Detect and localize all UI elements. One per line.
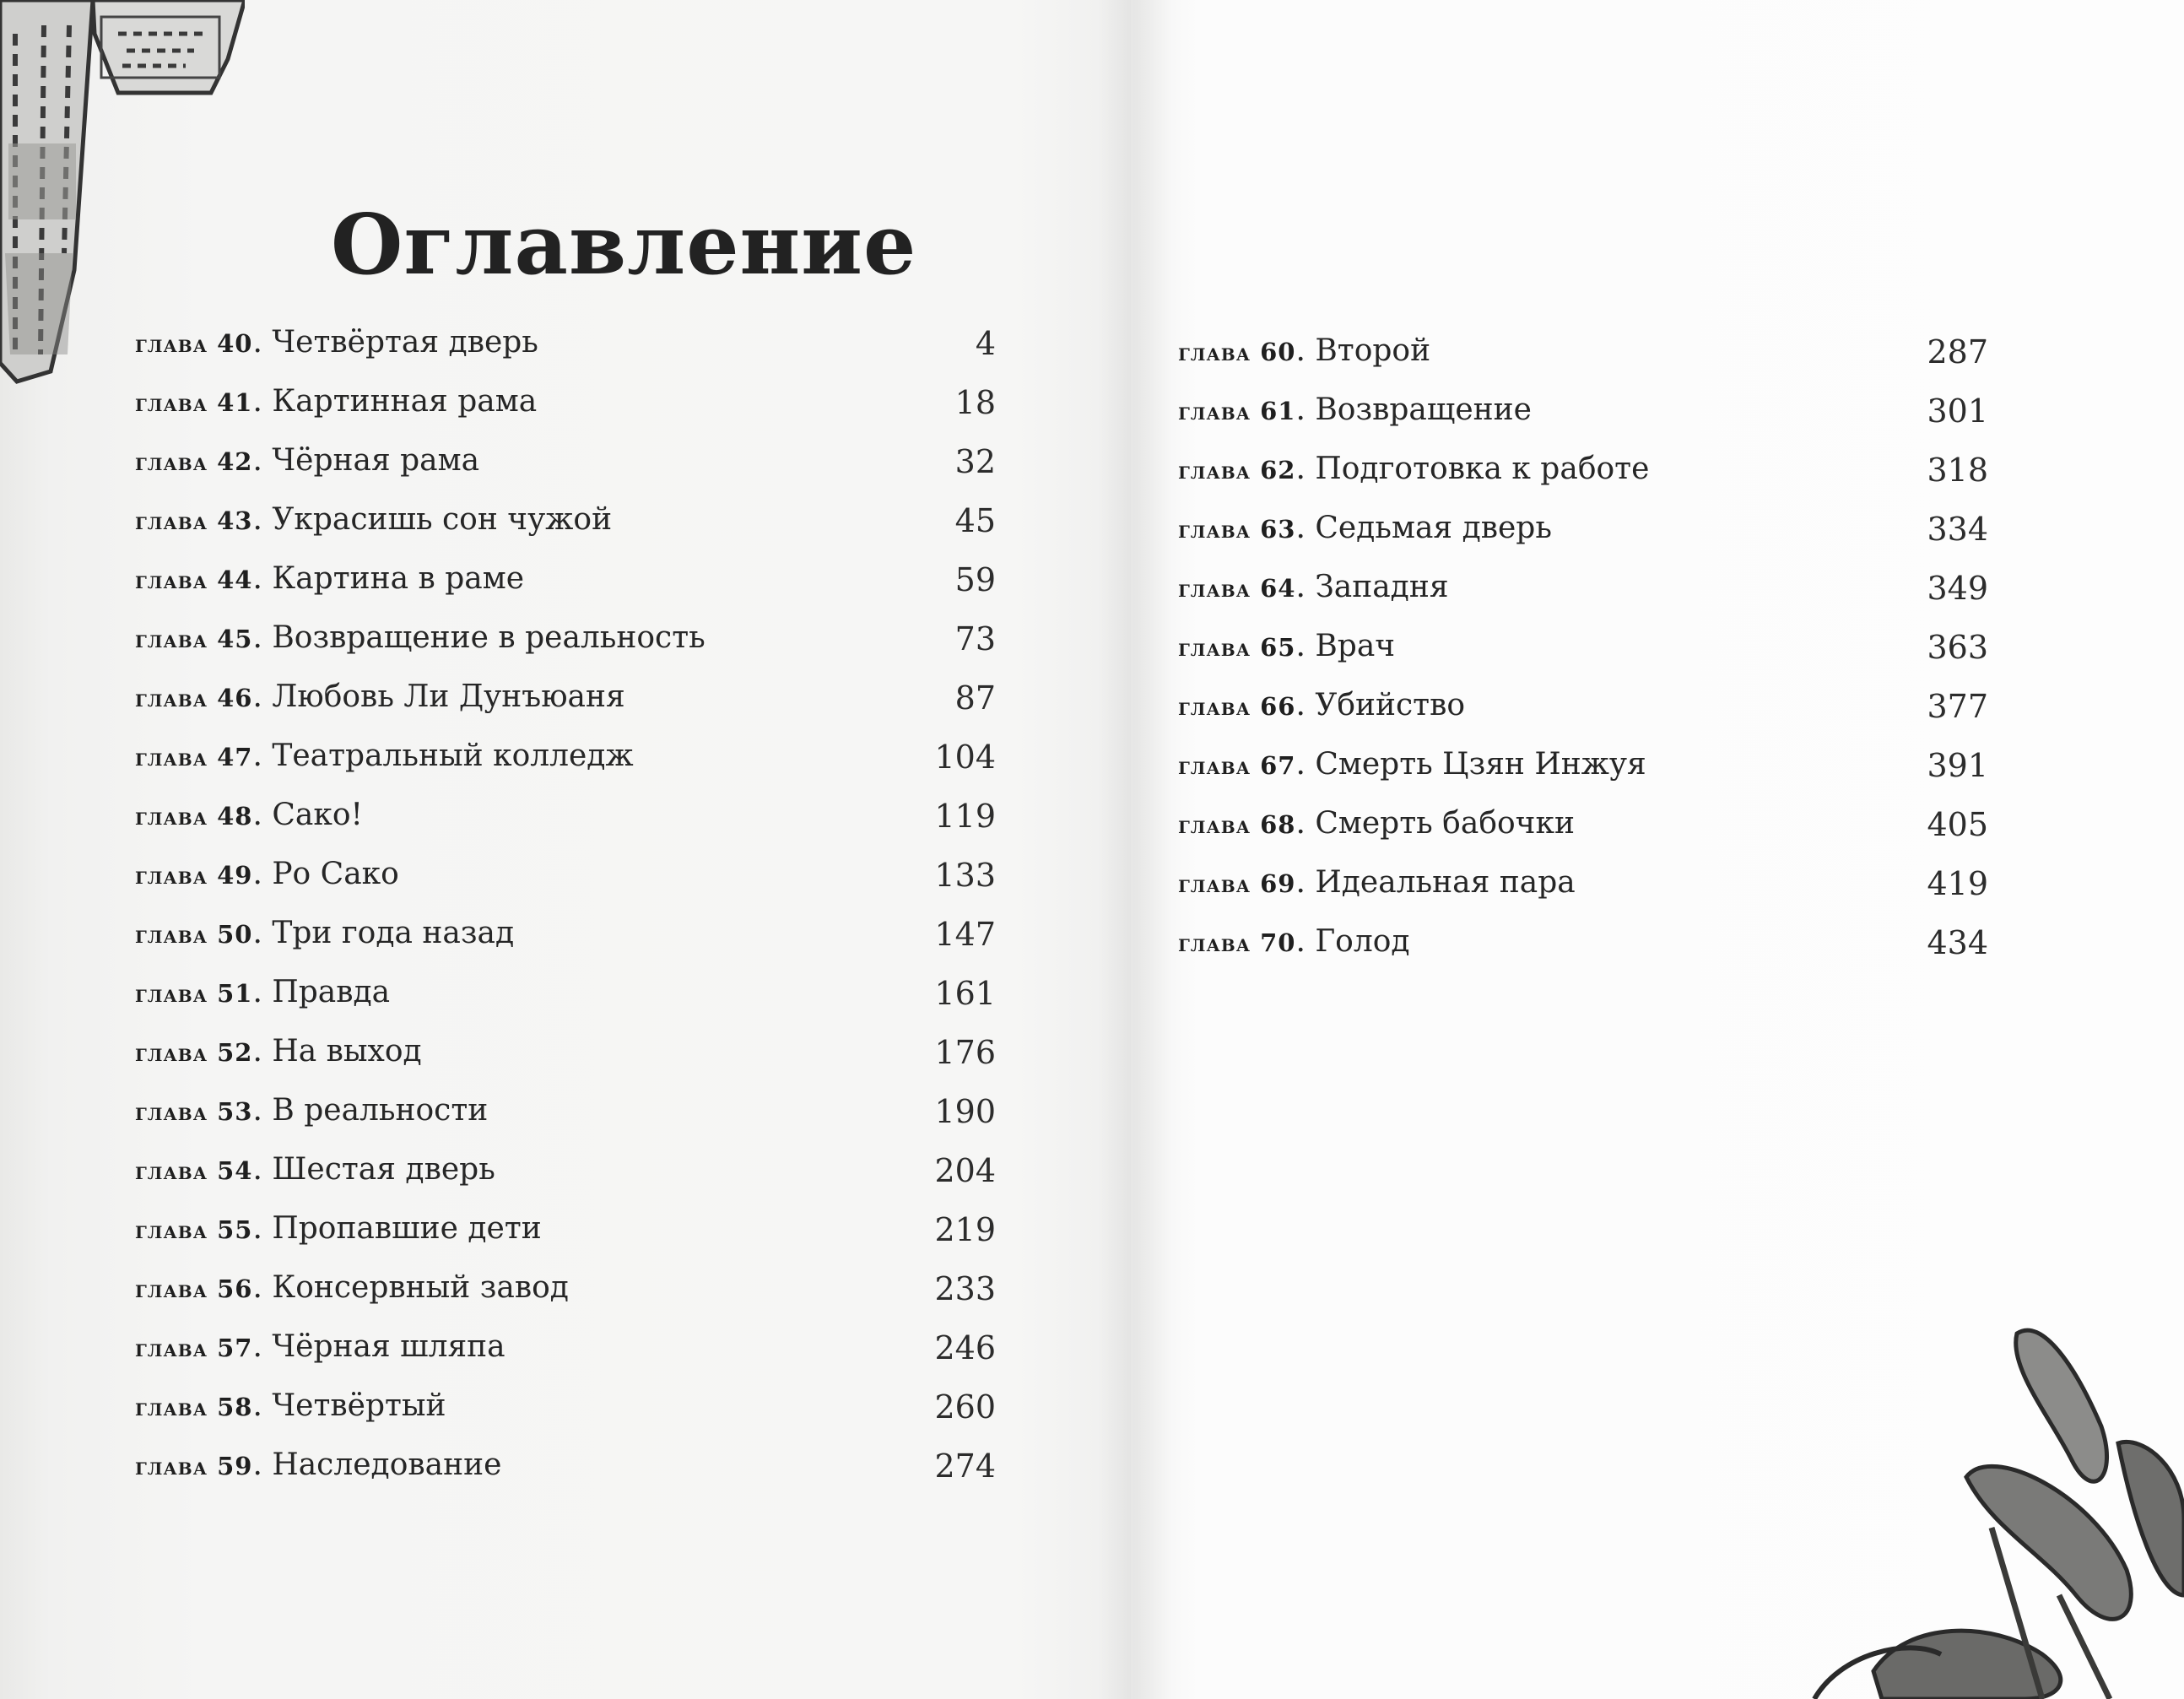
chapter-label: глава 43 xyxy=(135,506,253,535)
chapter-title: На выход xyxy=(272,1034,422,1069)
page-number: 161 xyxy=(934,975,996,1012)
page-number: 18 xyxy=(954,384,996,421)
page-number: 349 xyxy=(1927,570,1988,607)
chapter-title: Ро Сако xyxy=(272,857,399,891)
toc-entry: глава 64. Западня xyxy=(1178,570,1449,604)
toc-row[interactable] xyxy=(1178,668,1988,728)
page-number: 133 xyxy=(934,857,996,894)
chapter-label: глава 61 xyxy=(1178,397,1296,425)
toc-row[interactable] xyxy=(135,365,996,424)
toc-row[interactable] xyxy=(135,660,996,719)
chapter-label: глава 57 xyxy=(135,1334,253,1362)
page-number: 32 xyxy=(954,443,996,480)
page-number: 260 xyxy=(934,1388,996,1426)
page-number: 73 xyxy=(954,620,996,657)
toc-row[interactable] xyxy=(1178,314,1988,373)
toc-row[interactable] xyxy=(135,542,996,601)
toc-row[interactable] xyxy=(135,955,996,1015)
chapter-title: Возвращение xyxy=(1315,392,1532,427)
chapter-label: глава 70 xyxy=(1178,928,1296,957)
chapter-title: Театральный колледж xyxy=(272,739,634,773)
toc-entry: глава 51. Правда xyxy=(135,975,391,1009)
chapter-label: глава 62 xyxy=(1178,456,1296,484)
page-number: 301 xyxy=(1927,392,1988,430)
toc-left-column xyxy=(135,306,996,1487)
toc-entry: глава 61. Возвращение xyxy=(1178,392,1532,427)
page-number: 274 xyxy=(934,1447,996,1485)
chapter-label: глава 59 xyxy=(135,1452,253,1480)
toc-entry: глава 44. Картина в раме xyxy=(135,561,525,596)
chapter-title: В реальности xyxy=(272,1093,489,1128)
chapter-title: Голод xyxy=(1315,924,1410,959)
chapter-label: глава 42 xyxy=(135,447,253,476)
toc-entry: глава 50. Три года назад xyxy=(135,916,515,950)
page-number: 334 xyxy=(1927,511,1988,548)
toc-row[interactable] xyxy=(1178,728,1988,787)
page-number: 45 xyxy=(954,502,996,539)
toc-row[interactable] xyxy=(135,483,996,542)
toc-entry: глава 67. Смерть Цзян Инжуя xyxy=(1178,747,1646,782)
toc-entry: глава 57. Чёрная шляпа xyxy=(135,1329,505,1364)
chapter-title: Смерть Цзян Инжуя xyxy=(1315,747,1646,782)
toc-row[interactable] xyxy=(1178,905,1988,964)
chapter-label: глава 46 xyxy=(135,684,253,712)
chapter-label: глава 67 xyxy=(1178,751,1296,780)
toc-row[interactable] xyxy=(135,837,996,896)
page-number: 287 xyxy=(1927,333,1988,371)
chapter-label: глава 41 xyxy=(135,388,253,417)
chapter-title: Картина в раме xyxy=(272,561,525,596)
chapter-label: глава 53 xyxy=(135,1097,253,1126)
page-number: 59 xyxy=(954,561,996,598)
chapter-title: Западня xyxy=(1315,570,1449,604)
chapter-title: Украсишь сон чужой xyxy=(272,502,613,537)
page-number: 190 xyxy=(934,1093,996,1130)
toc-row[interactable] xyxy=(135,424,996,483)
toc-row[interactable] xyxy=(135,778,996,837)
page-number: 434 xyxy=(1927,924,1988,961)
toc-entry: глава 43. Украсишь сон чужой xyxy=(135,502,613,537)
chapter-label: глава 49 xyxy=(135,861,253,890)
page-number: 233 xyxy=(934,1270,996,1307)
toc-entry: глава 70. Голод xyxy=(1178,924,1410,959)
toc-row[interactable] xyxy=(1178,491,1988,550)
chapter-title: Четвёртая дверь xyxy=(272,325,538,360)
toc-entry: глава 40. Четвёртая дверь xyxy=(135,325,538,360)
page-number: 405 xyxy=(1927,806,1988,843)
page-number: 119 xyxy=(934,798,996,835)
chapter-label: глава 47 xyxy=(135,743,253,771)
chapter-label: глава 63 xyxy=(1178,515,1296,544)
toc-row[interactable] xyxy=(135,1369,996,1428)
toc-right-column xyxy=(1178,314,1988,964)
chapter-label: глава 66 xyxy=(1178,692,1296,721)
page-number: 363 xyxy=(1927,629,1988,666)
toc-title: Оглавление xyxy=(331,196,917,294)
chapter-label: глава 40 xyxy=(135,329,253,358)
chapter-label: глава 45 xyxy=(135,625,253,653)
toc-entry: глава 66. Убийство xyxy=(1178,688,1466,722)
chapter-title: Врач xyxy=(1315,629,1396,663)
toc-row[interactable] xyxy=(135,1133,996,1192)
toc-entry: глава 69. Идеальная пара xyxy=(1178,865,1576,900)
toc-row[interactable] xyxy=(135,1251,996,1310)
page-number: 204 xyxy=(934,1152,996,1189)
toc-row[interactable] xyxy=(1178,432,1988,491)
toc-row[interactable] xyxy=(1178,609,1988,668)
toc-row[interactable] xyxy=(135,1310,996,1369)
chapter-label: глава 64 xyxy=(1178,574,1296,603)
toc-row[interactable] xyxy=(135,896,996,955)
toc-row[interactable] xyxy=(135,1074,996,1133)
toc-row[interactable] xyxy=(135,1015,996,1074)
chapter-title: Второй xyxy=(1315,333,1431,368)
toc-entry: глава 63. Седьмая дверь xyxy=(1178,511,1552,545)
chapter-title: Любовь Ли Дунъюаня xyxy=(272,679,625,714)
toc-entry: глава 60. Второй xyxy=(1178,333,1431,368)
toc-row[interactable] xyxy=(1178,373,1988,432)
page-number: 176 xyxy=(934,1034,996,1071)
toc-row[interactable] xyxy=(1178,550,1988,609)
chapter-label: глава 69 xyxy=(1178,869,1296,898)
chapter-label: глава 55 xyxy=(135,1215,253,1244)
page-number: 419 xyxy=(1927,865,1988,902)
toc-entry: глава 41. Картинная рама xyxy=(135,384,538,419)
page-number: 391 xyxy=(1927,747,1988,784)
chapter-title: Седьмая дверь xyxy=(1315,511,1552,545)
chapter-label: глава 60 xyxy=(1178,338,1296,366)
chapter-title: Четвёртый xyxy=(272,1388,446,1423)
page-number: 318 xyxy=(1927,452,1988,489)
chapter-label: глава 54 xyxy=(135,1156,253,1185)
toc-entry: глава 49. Ро Сако xyxy=(135,857,399,891)
toc-entry: глава 59. Наследование xyxy=(135,1447,502,1482)
chapter-label: глава 51 xyxy=(135,979,253,1008)
chapter-title: Возвращение в реальность xyxy=(272,620,705,655)
toc-entry: глава 42. Чёрная рама xyxy=(135,443,480,478)
page-number: 87 xyxy=(954,679,996,717)
chapter-title: Консервный завод xyxy=(272,1270,569,1305)
toc-entry: глава 46. Любовь Ли Дунъюаня xyxy=(135,679,625,714)
page-number: 147 xyxy=(934,916,996,953)
chapter-title: Пропавшие дети xyxy=(272,1211,542,1246)
toc-entry: глава 45. Возвращение в реальность xyxy=(135,620,705,655)
toc-row[interactable] xyxy=(135,306,996,365)
chapter-title: Убийство xyxy=(1315,688,1466,722)
chapter-label: глава 50 xyxy=(135,920,253,949)
chapter-title: Сако! xyxy=(272,798,363,832)
chapter-label: глава 48 xyxy=(135,802,253,831)
page-number: 104 xyxy=(934,739,996,776)
chapter-title: Идеальная пара xyxy=(1315,865,1576,900)
chapter-title: Наследование xyxy=(272,1447,502,1482)
toc-entry: глава 62. Подготовка к работе xyxy=(1178,452,1650,486)
ink-plant-illustration xyxy=(1738,1317,2184,1699)
chapter-label: глава 65 xyxy=(1178,633,1296,662)
chapter-label: глава 58 xyxy=(135,1393,253,1421)
chapter-title: Шестая дверь xyxy=(272,1152,495,1187)
toc-entry: глава 58. Четвёртый xyxy=(135,1388,446,1423)
chapter-label: глава 52 xyxy=(135,1038,253,1067)
toc-entry: глава 53. В реальности xyxy=(135,1093,489,1128)
toc-row[interactable] xyxy=(135,1192,996,1251)
chapter-title: Правда xyxy=(272,975,391,1009)
page-number: 246 xyxy=(934,1329,996,1366)
toc-row[interactable] xyxy=(135,1428,996,1487)
toc-entry: глава 56. Консервный завод xyxy=(135,1270,569,1305)
chapter-title: Чёрная шляпа xyxy=(272,1329,505,1364)
toc-entry: глава 65. Врач xyxy=(1178,629,1396,663)
toc-row[interactable] xyxy=(1178,787,1988,846)
toc-row[interactable] xyxy=(135,719,996,778)
page-number: 219 xyxy=(934,1211,996,1248)
book-gutter xyxy=(1097,0,1173,1699)
chapter-title: Картинная рама xyxy=(272,384,538,419)
chapter-label: глава 56 xyxy=(135,1274,253,1303)
toc-row[interactable] xyxy=(1178,846,1988,905)
chapter-label: глава 44 xyxy=(135,565,253,594)
page-number: 377 xyxy=(1927,688,1988,725)
toc-entry: глава 54. Шестая дверь xyxy=(135,1152,495,1187)
chapter-title: Три года назад xyxy=(272,916,515,950)
toc-row[interactable] xyxy=(135,601,996,660)
page-number: 4 xyxy=(975,325,996,362)
chapter-label: глава 68 xyxy=(1178,810,1296,839)
toc-entry: глава 48. Сако! xyxy=(135,798,363,832)
chapter-title: Подготовка к работе xyxy=(1315,452,1650,486)
toc-entry: глава 52. На выход xyxy=(135,1034,422,1069)
chapter-title: Чёрная рама xyxy=(272,443,480,478)
toc-entry: глава 47. Театральный колледж xyxy=(135,739,634,773)
chapter-title: Смерть бабочки xyxy=(1315,806,1575,841)
toc-entry: глава 68. Смерть бабочки xyxy=(1178,806,1575,841)
toc-entry: глава 55. Пропавшие дети xyxy=(135,1211,542,1246)
